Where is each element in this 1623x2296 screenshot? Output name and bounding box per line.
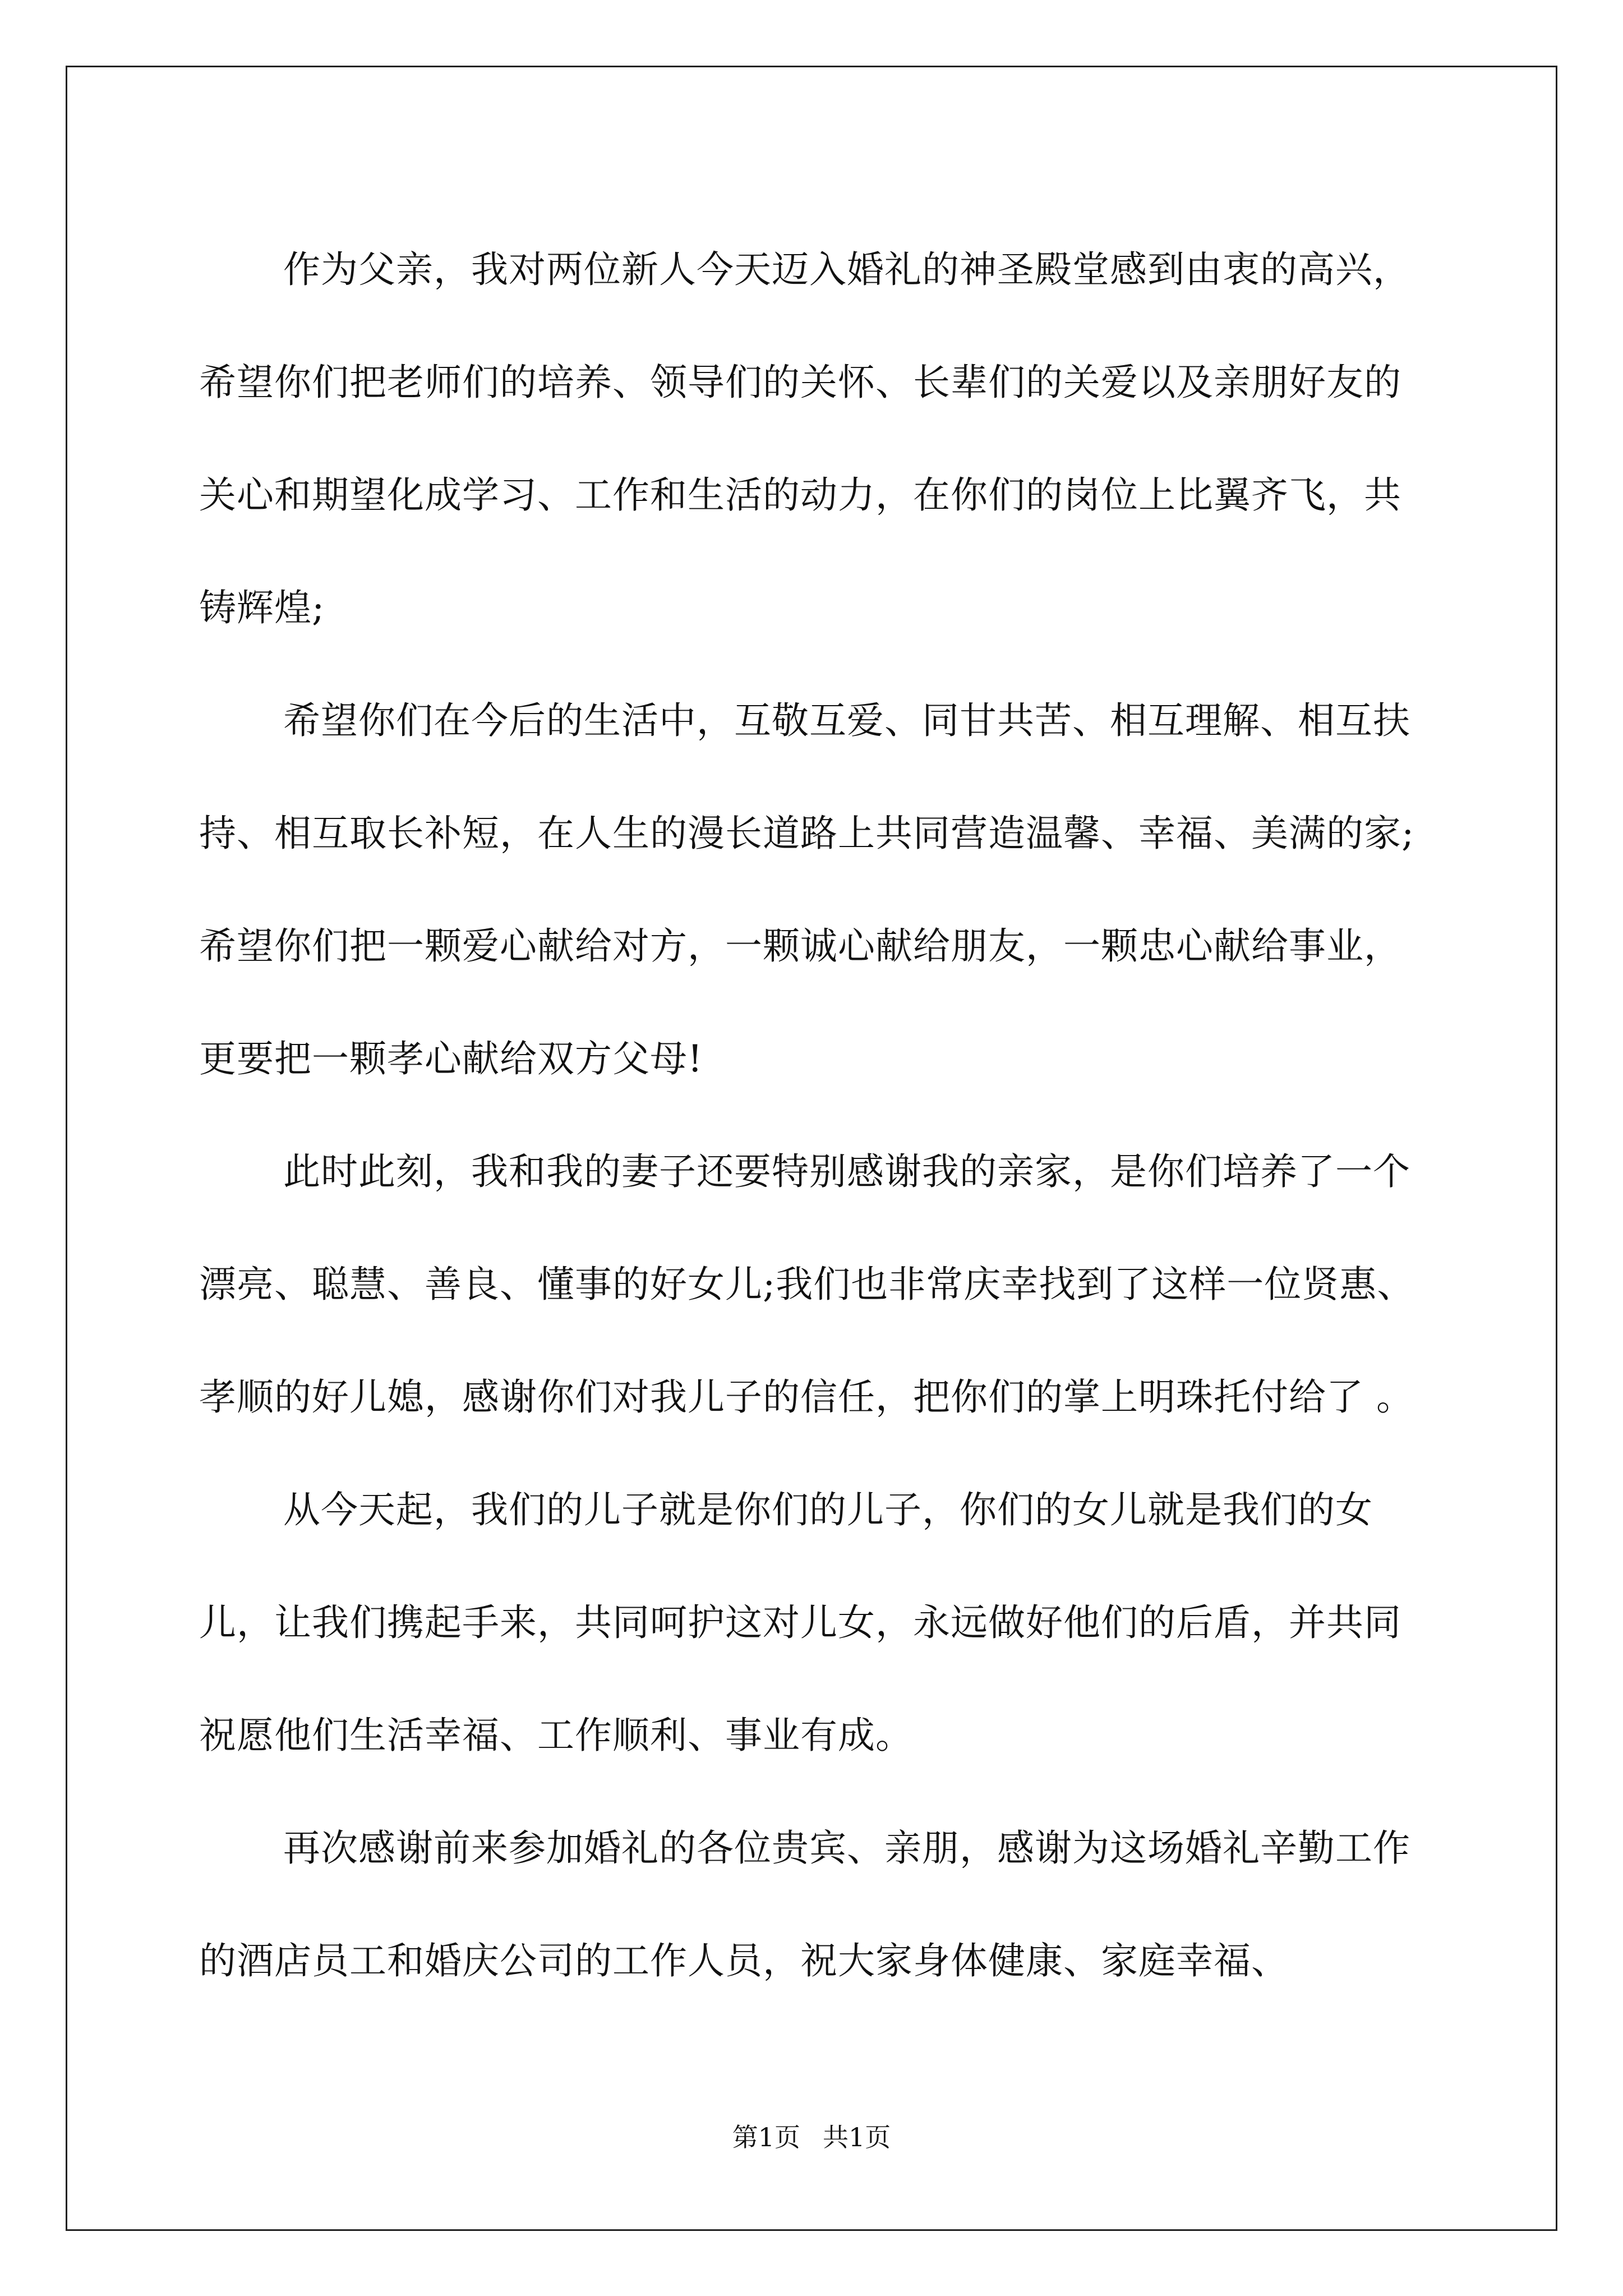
paragraph-5: 再次感谢前来参加婚礼的各位贵宾、亲朋，感谢为这场婚礼辛勤工作的酒店员工和婚庆公司的工作人员，祝大家身体健康、家庭幸福、 bbox=[199, 1826, 1410, 1982]
paragraph-2: 希望你们在今后的生活中，互敬互爱、同甘共苦、相互理解、相互扶持、相互取长补短，在人生的漫长道路上共同营造温馨、幸福、美满的家;希望你们把一颗爱心献给对方，一颗诚心献给朋友，一颗忠心献给事业，更要把一颗孝心献给双方父母! bbox=[199, 699, 1415, 1080]
document-body bbox=[199, 213, 1427, 2017]
paragraph-4: 从今天起，我们的儿子就是你们的儿子，你们的女儿就是我们的女儿，让我们携起手来，共同呵护这对儿女，永远做好他们的后盾，并共同祝愿他们生活幸福、工作顺利、事业有成。 bbox=[199, 1488, 1401, 1757]
paragraph-1: 作为父亲，我对两位新人今天迈入婚礼的神圣殿堂感到由衷的高兴，希望你们把老师们的培养、领导们的关怀、长辈们的关爱以及亲朋好友的关心和期望化成学习、工作和生活的动力，在你们的岗位上比翼齐飞，共铸辉煌; bbox=[199, 248, 1410, 629]
page-footer bbox=[0, 2120, 1623, 2154]
page-number: 第1页 bbox=[732, 2122, 800, 2152]
page-total: 共1页 bbox=[823, 2122, 891, 2152]
paragraph-3: 此时此刻，我和我的妻子还要特别感谢我的亲家，是你们培养了一个漂亮、聪慧、善良、懂事的好女儿;我们也非常庆幸找到了这样一位贤惠、孝顺的好儿媳，感谢你们对我儿子的信任，把你们的掌上明珠托付给了 。 bbox=[199, 1150, 1415, 1419]
